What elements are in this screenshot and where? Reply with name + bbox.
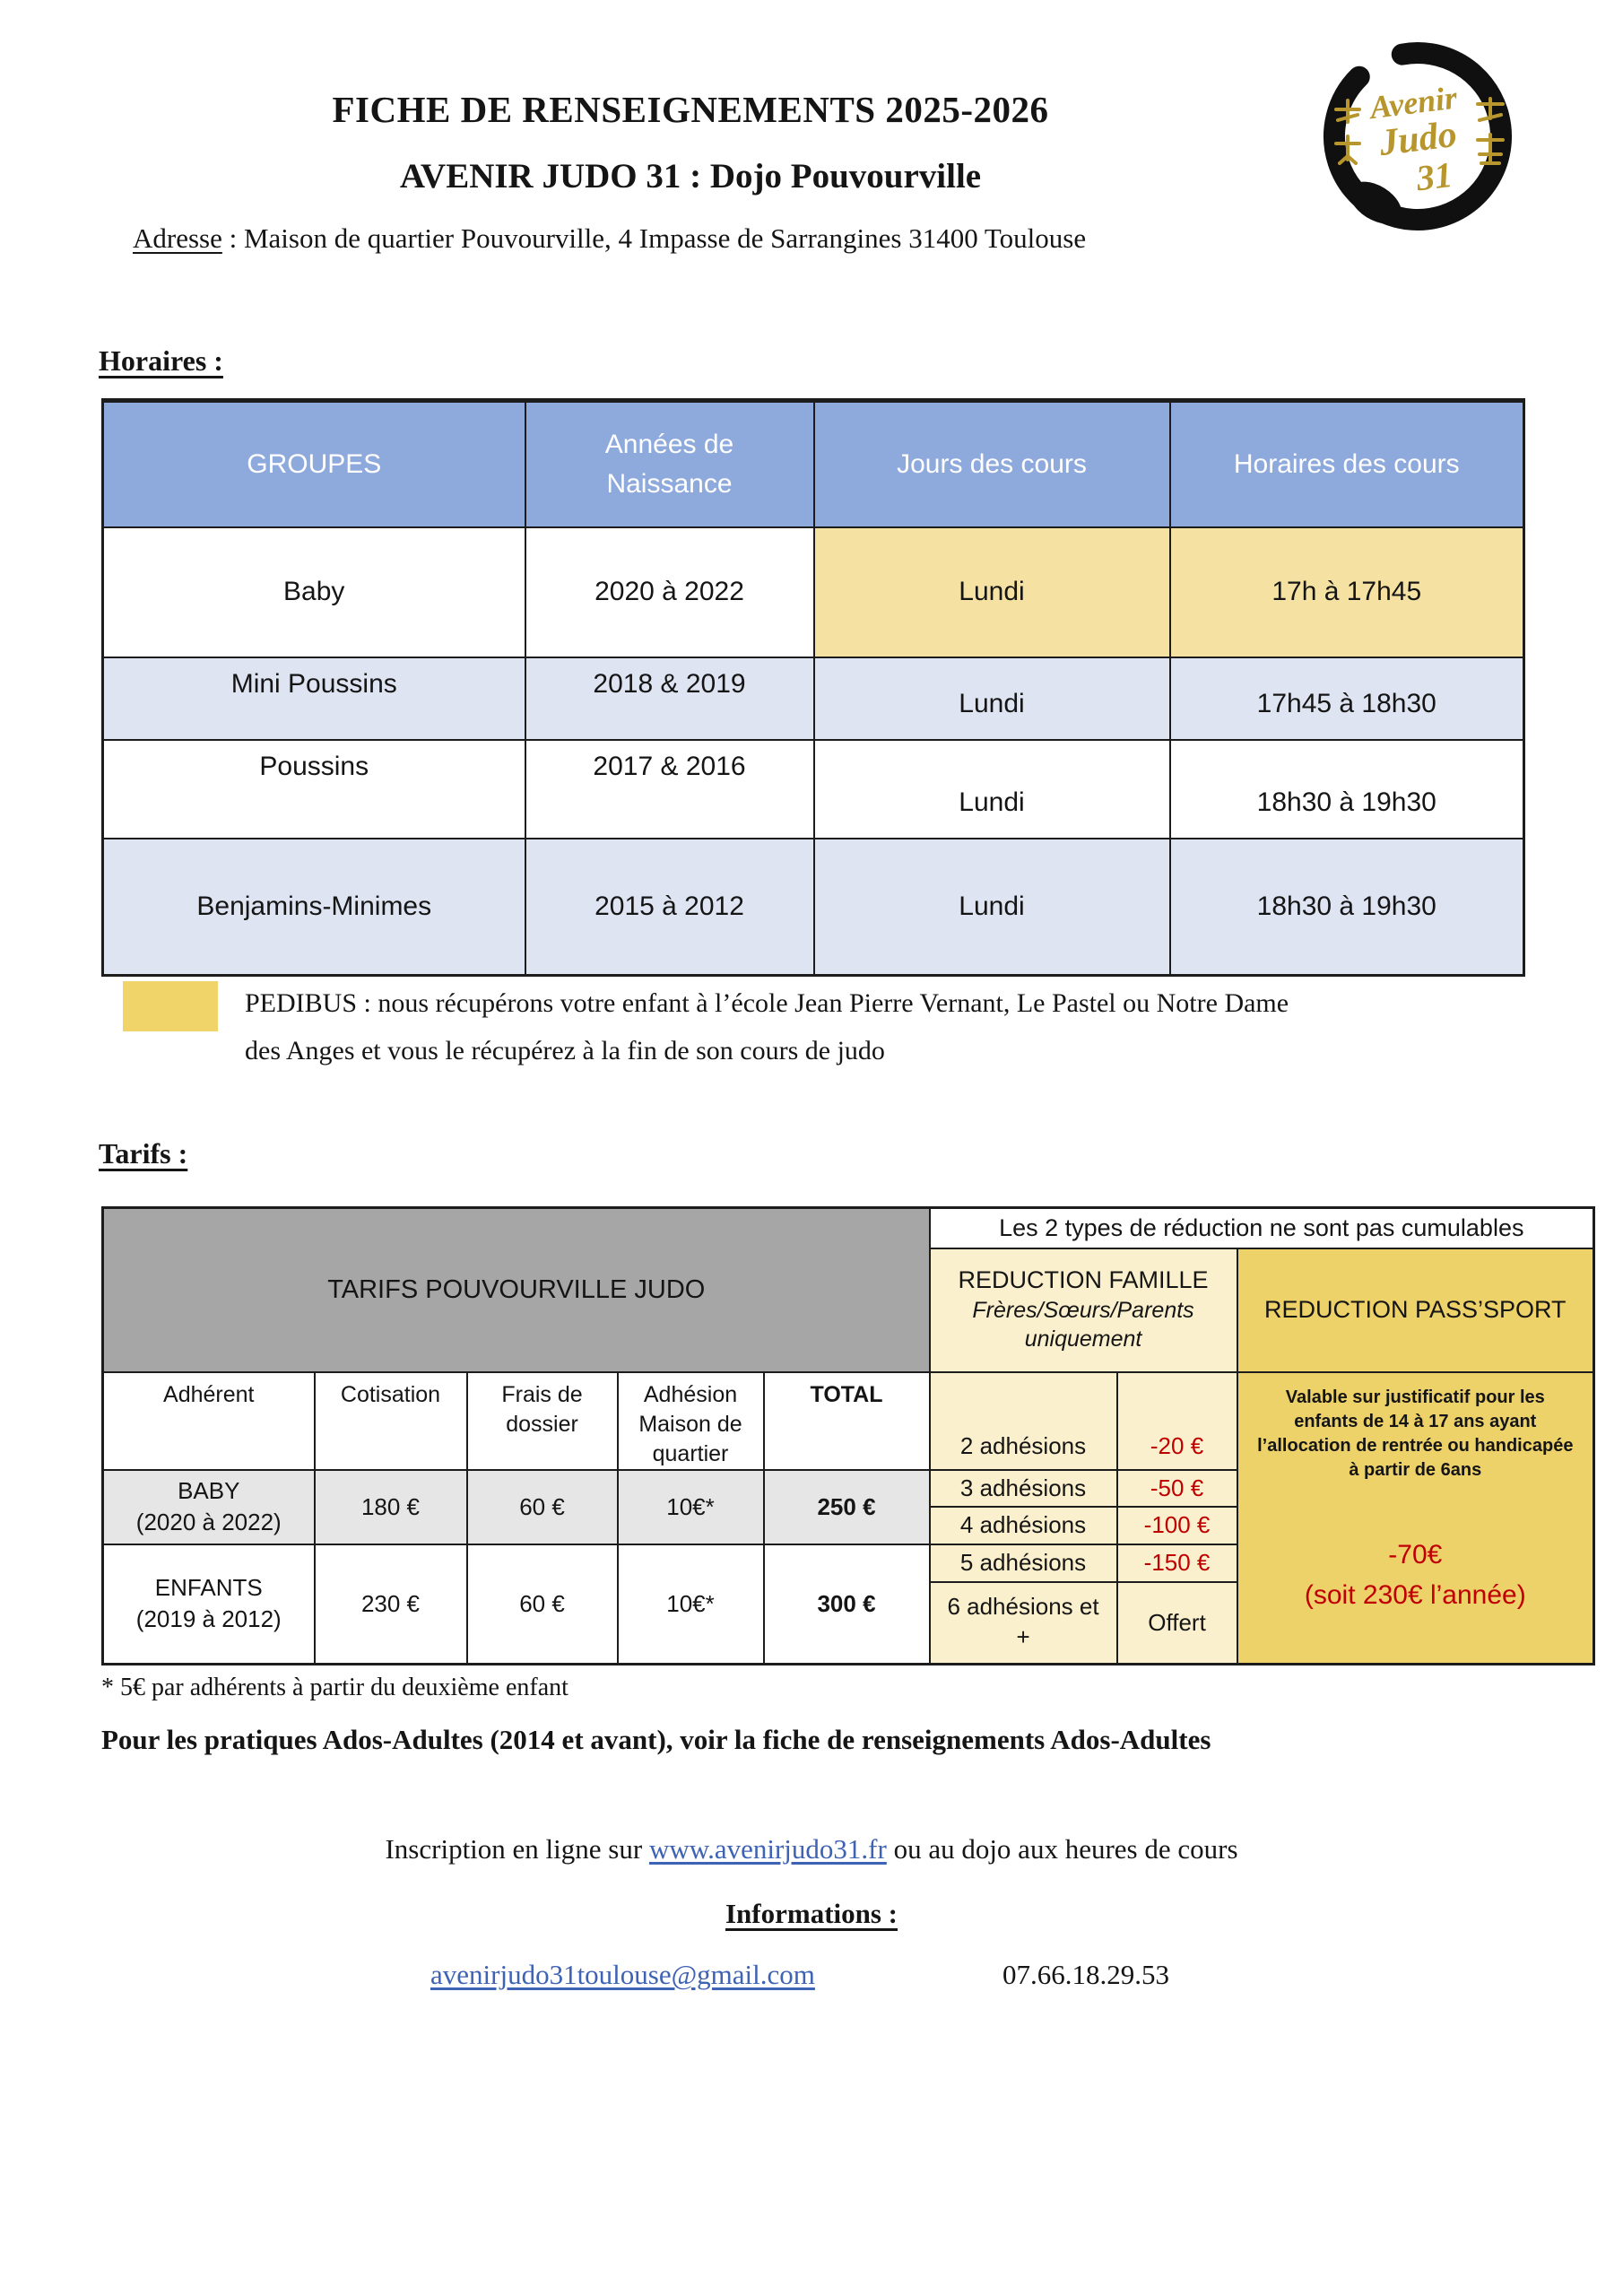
col-header-cotisation: Cotisation	[315, 1372, 467, 1470]
logo-script-line3: 31	[1413, 153, 1455, 199]
passsport-body	[1237, 1372, 1594, 1665]
tarifs-row-column-headers	[103, 1372, 1594, 1470]
cell-horaire: 18h30 à 19h30	[1170, 839, 1524, 976]
inscription-suffix: ou au dojo aux heures de cours	[886, 1833, 1238, 1865]
address-text: : Maison de quartier Pouvourville, 4 Impasse de Sarrangines 31400 Toulouse	[221, 222, 1087, 254]
address-line	[133, 222, 1086, 255]
baby-frais: 60 €	[467, 1470, 618, 1544]
col-header-groupes: GROUPES	[103, 401, 525, 527]
document-subtitle: AVENIR JUDO 31 : Dojo Pouvourville	[399, 157, 982, 196]
table-row-poussins	[103, 740, 1524, 839]
pedibus-note-line1: PEDIBUS : nous récupérons votre enfant à l’école Jean Pierre Vernant, Le Pastel ou Notre Dame	[245, 988, 1289, 1018]
famille-value: -20 €	[1117, 1372, 1237, 1470]
logo-script-line1: Avenir	[1367, 79, 1460, 126]
inscription-prefix: Inscription en ligne sur	[385, 1833, 649, 1865]
phone-number: 07.66.18.29.53	[1002, 1959, 1169, 1990]
cell-jour: Lundi	[814, 839, 1170, 976]
logo-script-line2: Judo	[1376, 113, 1460, 165]
cell-jour: Lundi	[814, 657, 1170, 740]
horaires-table	[101, 398, 1525, 977]
col-header-frais: Frais de dossier	[467, 1372, 618, 1470]
pedibus-note	[245, 979, 1572, 1075]
famille-label: 3 adhésions	[930, 1470, 1117, 1507]
inscription-line	[99, 1833, 1524, 1866]
enfants-adhesion: 10€*	[618, 1544, 764, 1665]
cell-annees: 2017 & 2016	[525, 740, 814, 839]
email-link[interactable]: avenirjudo31toulouse@gmail.com	[430, 1959, 815, 1990]
cell-horaire: 17h45 à 18h30	[1170, 657, 1524, 740]
passsport-discount	[1238, 1535, 1593, 1615]
adherent-baby: BABY (2020 à 2022)	[103, 1470, 315, 1544]
tarifs-row-top	[103, 1208, 1594, 1248]
passsport-amount-detail: (soit 230€ l’année)	[1304, 1579, 1526, 1610]
famille-value: -100 €	[1117, 1507, 1237, 1544]
cell-groupe: Baby	[103, 527, 525, 657]
table-row-baby	[103, 527, 1524, 657]
famille-label: 6 adhésions et +	[930, 1582, 1117, 1665]
famille-label: 2 adhésions	[930, 1372, 1117, 1470]
baby-cotisation: 180 €	[315, 1470, 467, 1544]
asterisk-footnote: * 5€ par adhérents à partir du deuxième enfant	[101, 1674, 568, 1701]
reduction-famille-header	[930, 1248, 1237, 1372]
cell-jour-pedibus: Lundi	[814, 527, 1170, 657]
reduction-famille-title: REDUCTION FAMILLE	[958, 1265, 1209, 1293]
passsport-conditions: Valable sur justificatif pour les enfants de 14 à 17 ans ayant l’allocation de rentrée ou handicapée à partir de 6ans	[1257, 1387, 1574, 1480]
horaires-heading: Horaires :	[99, 344, 223, 377]
cell-annees: 2020 à 2022	[525, 527, 814, 657]
non-cumulable-note: Les 2 types de réduction ne sont pas cumulables	[930, 1208, 1594, 1248]
reduction-famille-subtitle: Frères/Sœurs/Parents uniquement	[972, 1297, 1194, 1352]
cell-horaire-pedibus: 17h à 17h45	[1170, 527, 1524, 657]
horaires-header-row	[103, 401, 1524, 527]
cell-groupe: Mini Poussins	[103, 657, 525, 740]
famille-value: Offert	[1117, 1582, 1237, 1665]
col-header-adherent: Adhérent	[103, 1372, 315, 1470]
famille-value: -150 €	[1117, 1544, 1237, 1582]
tarifs-table	[101, 1206, 1595, 1665]
address-label: Adresse	[133, 222, 222, 254]
pedibus-color-swatch	[123, 981, 218, 1031]
ados-adultes-note: Pour les pratiques Ados-Adultes (2014 et avant), voir la fiche de renseignements Ados-Adultes	[101, 1724, 1211, 1755]
enso-circle-icon	[1302, 27, 1533, 251]
famille-value: -50 €	[1117, 1470, 1237, 1507]
tarifs-heading: Tarifs :	[99, 1137, 188, 1170]
informations-heading: Informations :	[725, 1898, 898, 1929]
cell-annees: 2018 & 2019	[525, 657, 814, 740]
baby-total: 250 €	[764, 1470, 930, 1544]
famille-label: 5 adhésions	[930, 1544, 1117, 1582]
table-row-mini-poussins	[103, 657, 1524, 740]
cell-jour: Lundi	[814, 740, 1170, 839]
col-header-horaires: Horaires des cours	[1170, 401, 1524, 527]
table-row-benjamins-minimes	[103, 839, 1524, 976]
col-header-total: TOTAL	[764, 1372, 930, 1470]
famille-label: 4 adhésions	[930, 1507, 1117, 1544]
col-header-annees: Années de Naissance	[525, 401, 814, 527]
enfants-total: 300 €	[764, 1544, 930, 1665]
col-header-jours: Jours des cours	[814, 401, 1170, 527]
baby-adhesion: 10€*	[618, 1470, 764, 1544]
adherent-enfants: ENFANTS (2019 à 2012)	[103, 1544, 315, 1665]
col-header-adhesion: Adhésion Maison de quartier	[618, 1372, 764, 1470]
website-link[interactable]: www.avenirjudo31.fr	[648, 1833, 887, 1865]
enfants-frais: 60 €	[467, 1544, 618, 1665]
club-logo	[1302, 27, 1533, 251]
cell-annees: 2015 à 2012	[525, 839, 814, 976]
pedibus-note-line2: des Anges et vous le récupérez à la fin de son cours de judo	[245, 1036, 885, 1066]
document-title: FICHE DE RENSEIGNEMENTS 2025-2026	[332, 89, 1049, 130]
passsport-amount: -70€	[1388, 1539, 1443, 1570]
tarifs-table-title: TARIFS POUVOURVILLE JUDO	[103, 1208, 930, 1372]
enfants-cotisation: 230 €	[315, 1544, 467, 1665]
cell-groupe: Benjamins-Minimes	[103, 839, 525, 976]
cell-groupe: Poussins	[103, 740, 525, 839]
reduction-passsport-header: REDUCTION PASS’SPORT	[1237, 1248, 1594, 1372]
cell-horaire: 18h30 à 19h30	[1170, 740, 1524, 839]
